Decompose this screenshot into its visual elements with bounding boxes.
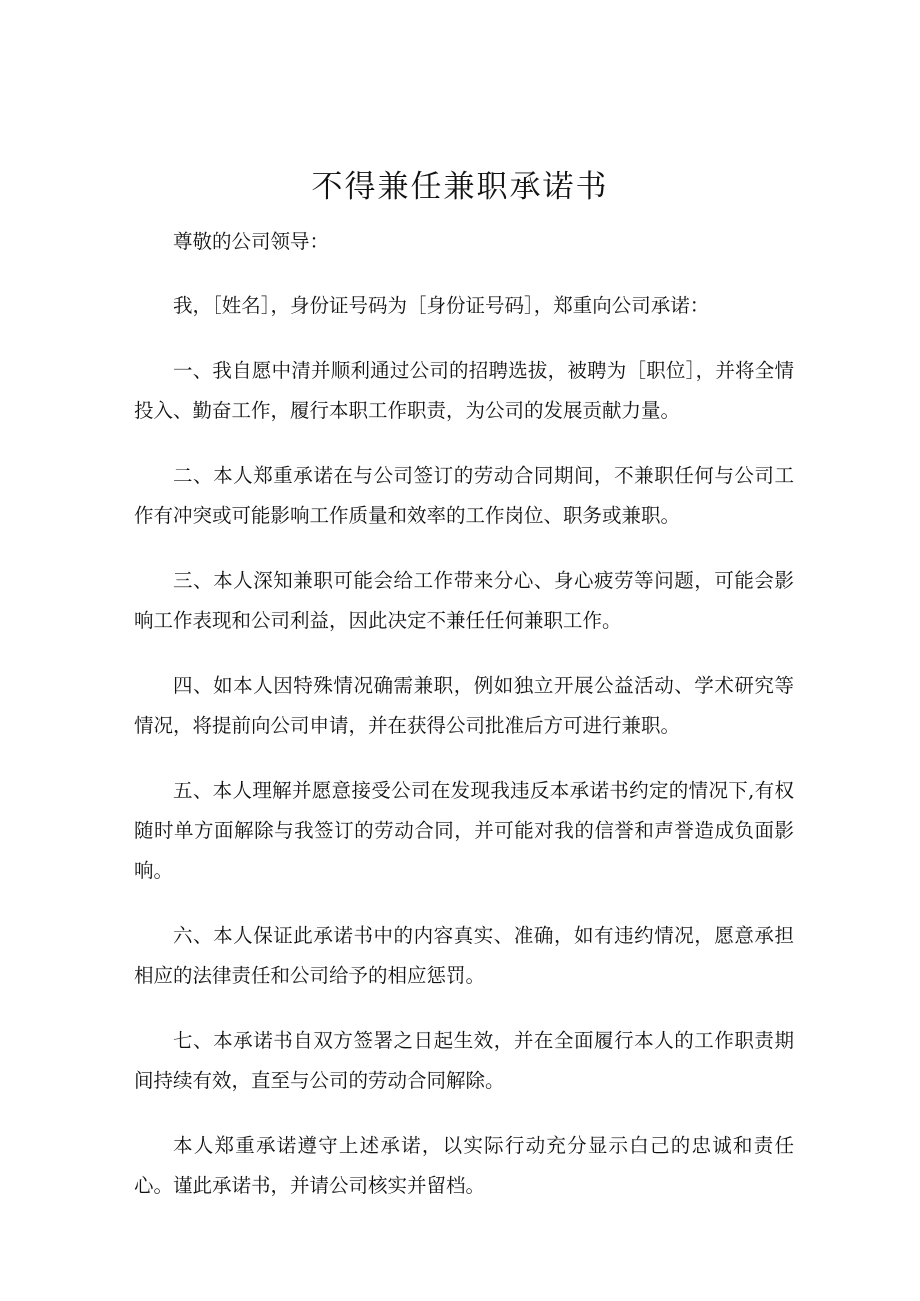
paragraph-clause-2: 二、本人郑重承诺在与公司签订的劳动合同期间，不兼职任何与公司工作有冲突或可能影响工作质量和效率的工作岗位、职务或兼职。 <box>134 464 794 527</box>
document-body <box>134 222 794 1231</box>
paragraph-intro: 我，［姓名］，身份证号码为［身份证号码］，郑重向公司承诺： <box>173 294 710 317</box>
paragraph-clause-1: 一、我自愿中清并顺利通过公司的招聘选拔，被聘为［职位］，并将全情投入、勤奋工作，履行本职工作职责，为公司的发展贡献力量。 <box>134 359 794 422</box>
paragraph-closing: 本人郑重承诺遵守上述承诺，以实际行动充分显示白己的忠诚和责任心。谨此承诺书，并请公司核实并留档。 <box>134 1134 794 1197</box>
paragraph-clause-3: 三、本人深知兼职可能会给工作带来分心、身心疲劳等问题，可能会影响工作表现和公司利益，因此决定不兼任任何兼职工作。 <box>134 569 794 632</box>
paragraph-clause-5: 五、本人理解并愿意接受公司在发现我违反本承诺书约定的情况下,有权随时单方面解除与我签订的劳动合同，并可能对我的信誉和声誉造成负面影响。 <box>134 779 794 882</box>
document-title: 不得兼任兼职承诺书 <box>311 169 609 205</box>
salutation: 尊敬的公司领导： <box>173 230 330 253</box>
paragraph-clause-6: 六、本人保证此承诺书中的内容真实、准确，如有违约情况，愿意承担相应的法律责任和公司给予的相应惩罚。 <box>134 924 794 987</box>
paragraph-clause-7: 七、本承诺书自双方签署之日起生效，并在全面履行本人的工作职责期间持续有效，直至与公司的劳动合同解除。 <box>134 1029 794 1092</box>
paragraph-clause-4: 四、如本人因特殊情况确需兼职，例如独立开展公益活动、学术研究等情况，将提前向公司申请，并在获得公司批准后方可进行兼职。 <box>134 674 794 737</box>
